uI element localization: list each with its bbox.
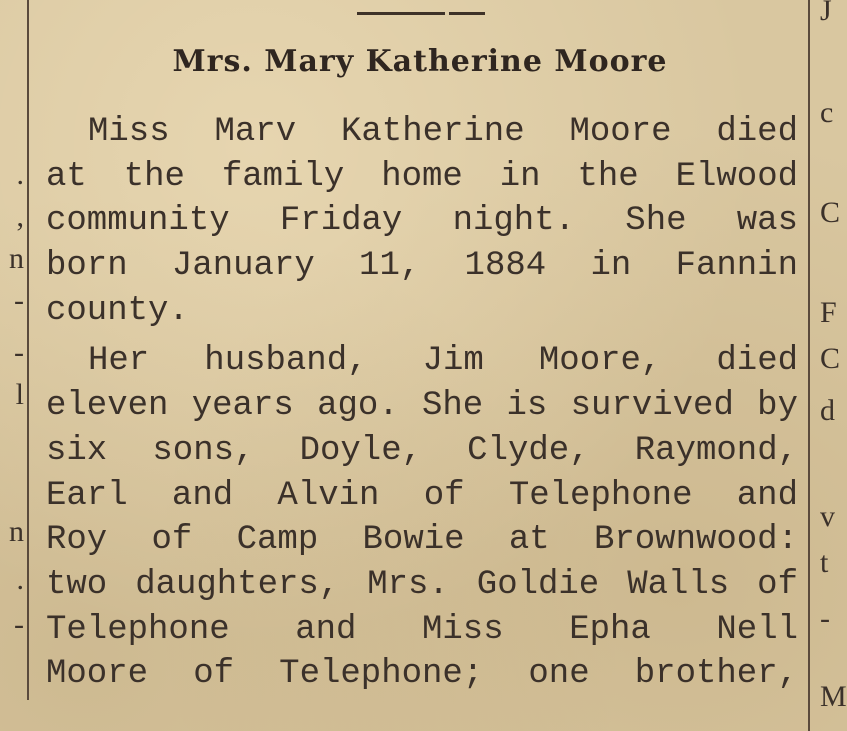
left-column-fragment: - <box>14 284 24 317</box>
article-line: Her husband, Jim Moore, died <box>88 342 798 381</box>
obituary-headline: Mrs. Mary Katherine Moore <box>172 44 668 79</box>
right-column-fragment: d <box>820 394 835 427</box>
right-column-fragment: J <box>820 0 832 27</box>
left-column-fragment: n <box>9 242 24 275</box>
section-divider-dash <box>357 12 445 15</box>
article-line: Moore of Telephone; one brother, <box>46 655 798 694</box>
right-column-fragment: c <box>820 96 834 129</box>
left-column-fragment: . <box>16 563 24 596</box>
article-line: Miss Marv Katherine Moore died <box>88 113 798 151</box>
right-column-fragment: t <box>820 546 829 579</box>
article-line: Roy of Camp Bowie at Brownwood: <box>46 521 798 560</box>
article-line: community Friday night. She was <box>46 202 798 241</box>
section-divider-dash-short <box>449 12 485 15</box>
right-column-fragment: - <box>820 602 830 635</box>
article-line: eleven years ago. She is survived by <box>46 387 798 426</box>
right-column-rule <box>808 0 810 731</box>
left-column-fragment: - <box>14 608 24 641</box>
article-line: six sons, Doyle, Clyde, Raymond, <box>46 431 798 470</box>
right-column-fragment: M <box>820 680 847 713</box>
right-column-fragment: v <box>820 500 835 533</box>
article-line: two daughters, Mrs. Goldie Walls of <box>46 565 798 604</box>
article-line: Earl and Alvin of Telephone and <box>46 476 798 515</box>
obituary-body <box>46 110 798 697</box>
article-line: county. <box>46 291 189 330</box>
article-line: born January 11, 1884 in Fannin <box>46 247 798 286</box>
article-line: at the family home in the Elwood <box>46 157 798 196</box>
left-column-fragment: - <box>14 336 24 369</box>
left-column-fragment: n <box>9 515 24 548</box>
right-column-fragment: C <box>820 196 841 229</box>
right-column-fragment: C <box>820 342 841 375</box>
left-column-rule <box>27 0 29 700</box>
right-column-fragment: F <box>820 296 837 329</box>
article-line: Telephone and Miss Epha Nell <box>46 610 798 649</box>
left-column-fragment: , <box>16 200 24 233</box>
left-column-fragment: l <box>15 378 24 411</box>
left-column-fragment: . <box>16 158 24 191</box>
